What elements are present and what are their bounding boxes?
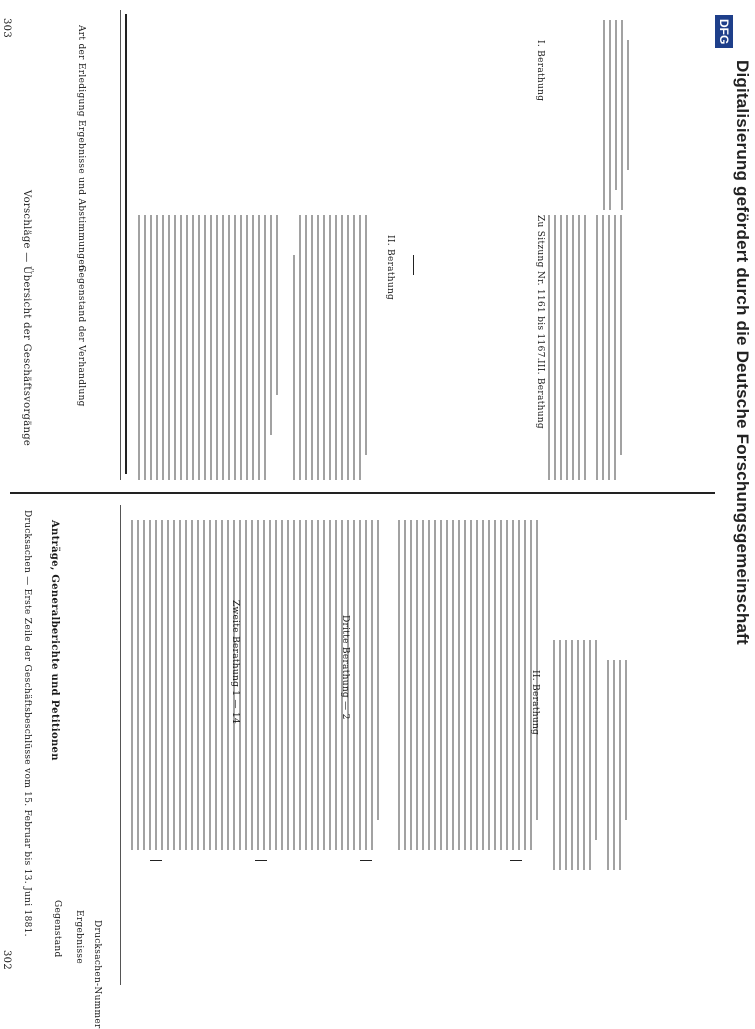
watermark-text: Digitalisierung gefördert durch die Deutsche Forschungsgemeinschaft bbox=[733, 60, 752, 645]
right-header: Vorschläge — Übersicht der Geschäftsvorgänge bbox=[21, 190, 32, 447]
dfg-logo: DFG bbox=[715, 15, 733, 48]
right-page-number: 303 bbox=[1, 18, 12, 38]
column-rule-left bbox=[120, 10, 121, 480]
right-col-heading-1: Gegenstand der Verhandlung bbox=[76, 265, 86, 407]
left-section-title: Anträge, Generalberichte und Petitionen bbox=[49, 520, 60, 761]
page-divider bbox=[10, 492, 715, 494]
left-header: Drucksachen — Erste Zeile der Geschäftsbeschlüsse vom 15. Februar bis 13. Juni 1881. bbox=[22, 510, 32, 937]
left-page-number: 302 bbox=[1, 950, 12, 970]
left-section-1: Zweite Berathung 1 — 14 bbox=[230, 600, 240, 725]
entry-marker-5 bbox=[413, 255, 414, 275]
column-rule-right bbox=[120, 505, 121, 985]
right-entry-4: I. Berathung bbox=[535, 40, 545, 102]
header-rule-left bbox=[125, 14, 127, 474]
left-col-heading-1: Drucksachen-Nummer bbox=[92, 920, 102, 1029]
left-section-3: II. Berathung bbox=[530, 670, 540, 736]
right-text-column-c bbox=[545, 215, 645, 480]
entry-marker-2 bbox=[255, 860, 267, 861]
right-text-column-d bbox=[600, 20, 660, 210]
left-col-heading-2: Gegenstand bbox=[52, 900, 62, 958]
right-entry-3: Zu Sitzung Nr. 1161 bis 1167. bbox=[535, 215, 545, 361]
left-section-2: Dritte Berathung — 2 bbox=[340, 615, 350, 720]
left-col-heading-3: Ergebnisse bbox=[74, 910, 84, 964]
right-entry-1: II. Berathung bbox=[385, 235, 395, 301]
left-text-column-c bbox=[550, 640, 650, 870]
left-text-column-b bbox=[395, 520, 545, 850]
right-text-column-a bbox=[135, 215, 285, 480]
entry-marker-1 bbox=[150, 860, 162, 861]
entry-marker-3 bbox=[360, 860, 372, 861]
watermark bbox=[716, 15, 735, 48]
right-col-heading-3: Art der Erledigung bbox=[76, 25, 86, 117]
right-text-column-b bbox=[290, 215, 380, 480]
right-entry-2: III. Berathung bbox=[535, 360, 545, 429]
right-col-heading-2: Ergebnisse und Abstimmungen bbox=[76, 120, 86, 272]
entry-marker-4 bbox=[510, 860, 522, 861]
